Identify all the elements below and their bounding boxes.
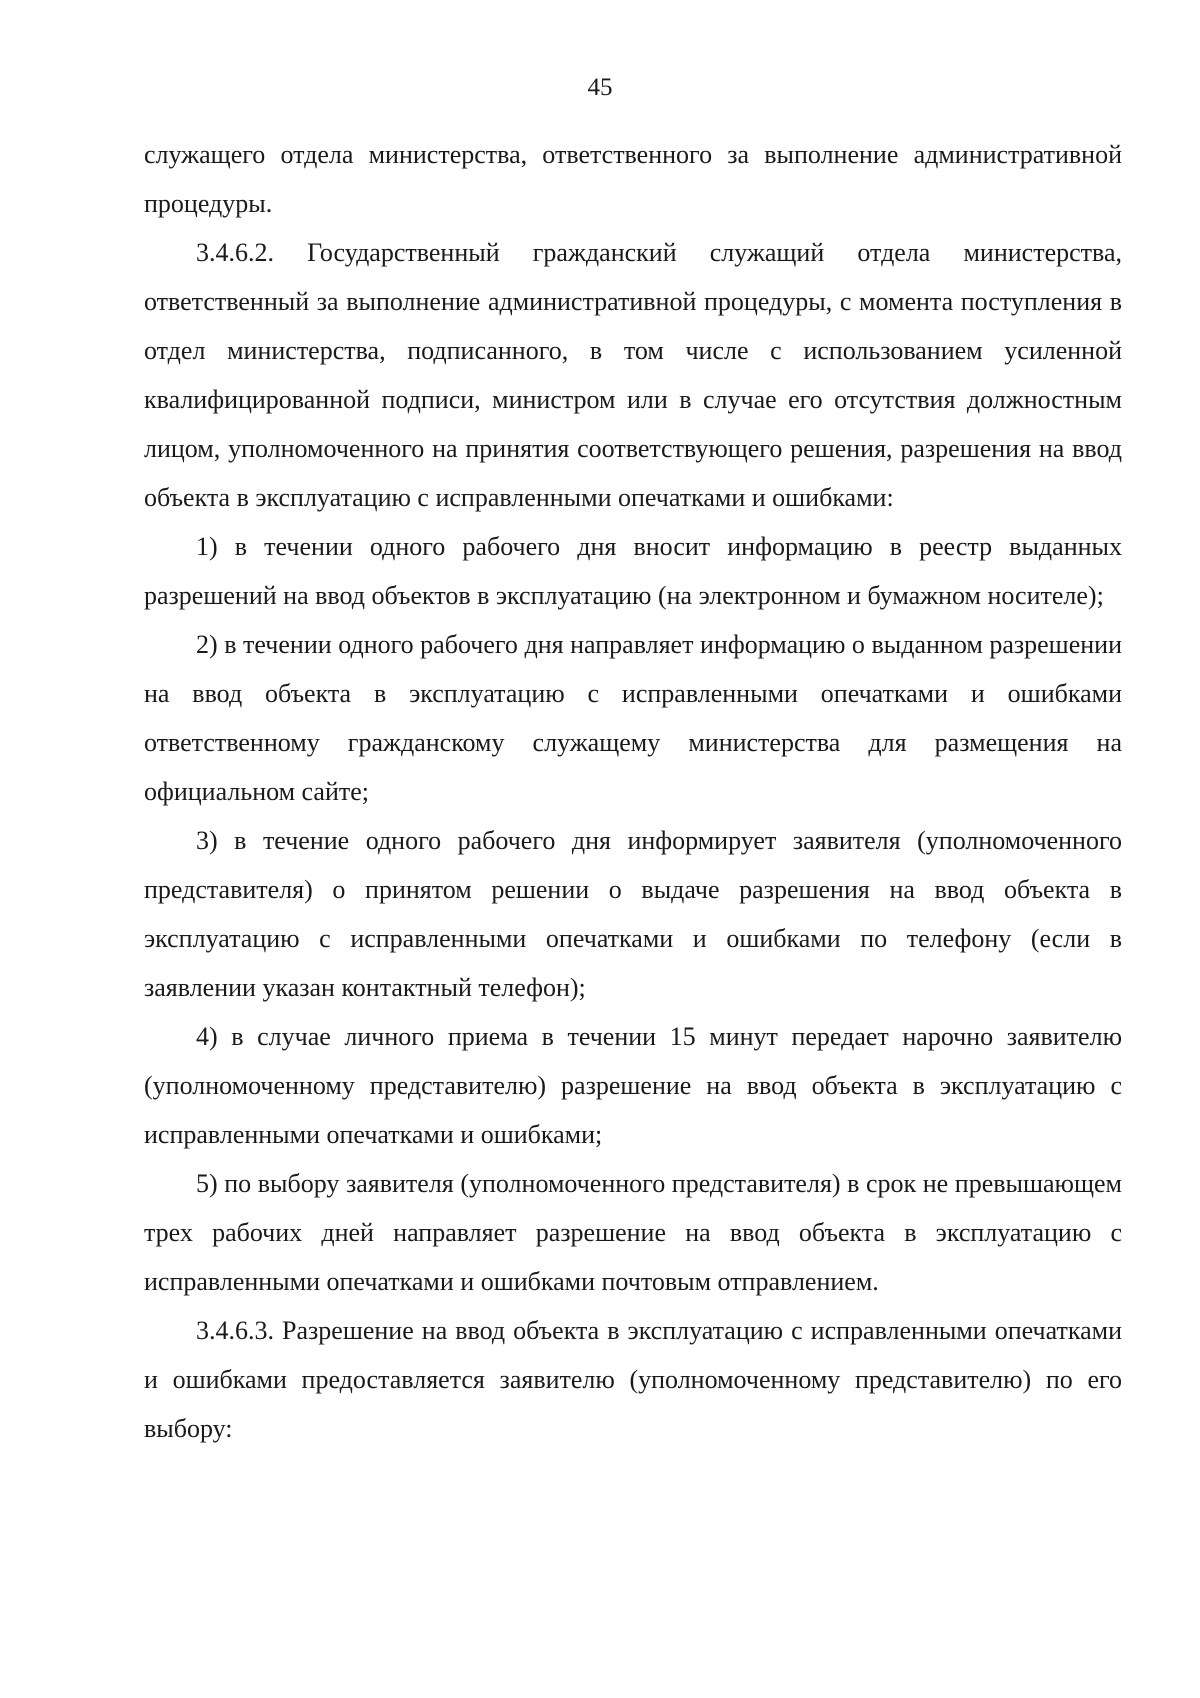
paragraph-3-4-6-2: 3.4.6.2. Государственный гражданский служащий отдела министерства, ответственный за выполнение административной процедуры, с момента поступления в отдел министерства, подписанного, в том числе с использованием усиленной квалифицированной подписи, министром или в случае его отсутствия должностным лицом, уполномоченного на принятия соответствующего решения, разрешения на ввод объекта в эксплуатацию с исправленными опечатками и ошибками: [144, 238, 1122, 512]
page-number: 45 [587, 74, 613, 101]
paragraph-continuation: служащего отдела министерства, ответственного за выполнение административной процедуры. [144, 140, 1122, 218]
paragraph-3-4-6-3: 3.4.6.3. Разрешение на ввод объекта в эксплуатацию с исправленными опечатками и ошибками предоставляется заявителю (уполномоченному представителю) по его выбору: [144, 1316, 1122, 1443]
list-item-1: 1) в течении одного рабочего дня вносит информацию в реестр выданных разрешений на ввод объектов в эксплуатацию (на электронном и бумажном носителе); [144, 532, 1122, 610]
list-item-5: 5) по выбору заявителя (уполномоченного представителя) в срок не превышающем трех рабочих дней направляет разрешение на ввод объекта в эксплуатацию с исправленными опечатками и ошибками почтовым отправлением. [144, 1169, 1122, 1296]
list-item-4: 4) в случае личного приема в течении 15 минут передает нарочно заявителю (уполномоченному представителю) разрешение на ввод объекта в эксплуатацию с исправленными опечатками и ошибками; [144, 1022, 1122, 1149]
list-item-2: 2) в течении одного рабочего дня направляет информацию о выданном разрешении на ввод объекта в эксплуатацию с исправленными опечатками и ошибками ответственному гражданскому служащему министерства для размещения на официальном сайте; [144, 630, 1122, 806]
list-item-3: 3) в течение одного рабочего дня информирует заявителя (уполномоченного представителя) о принятом решении о выдаче разрешения на ввод объекта в эксплуатацию с исправленными опечатками и ошибками по телефону (если в заявлении указан контактный телефон); [144, 826, 1122, 1002]
document-body [144, 130, 1122, 1453]
